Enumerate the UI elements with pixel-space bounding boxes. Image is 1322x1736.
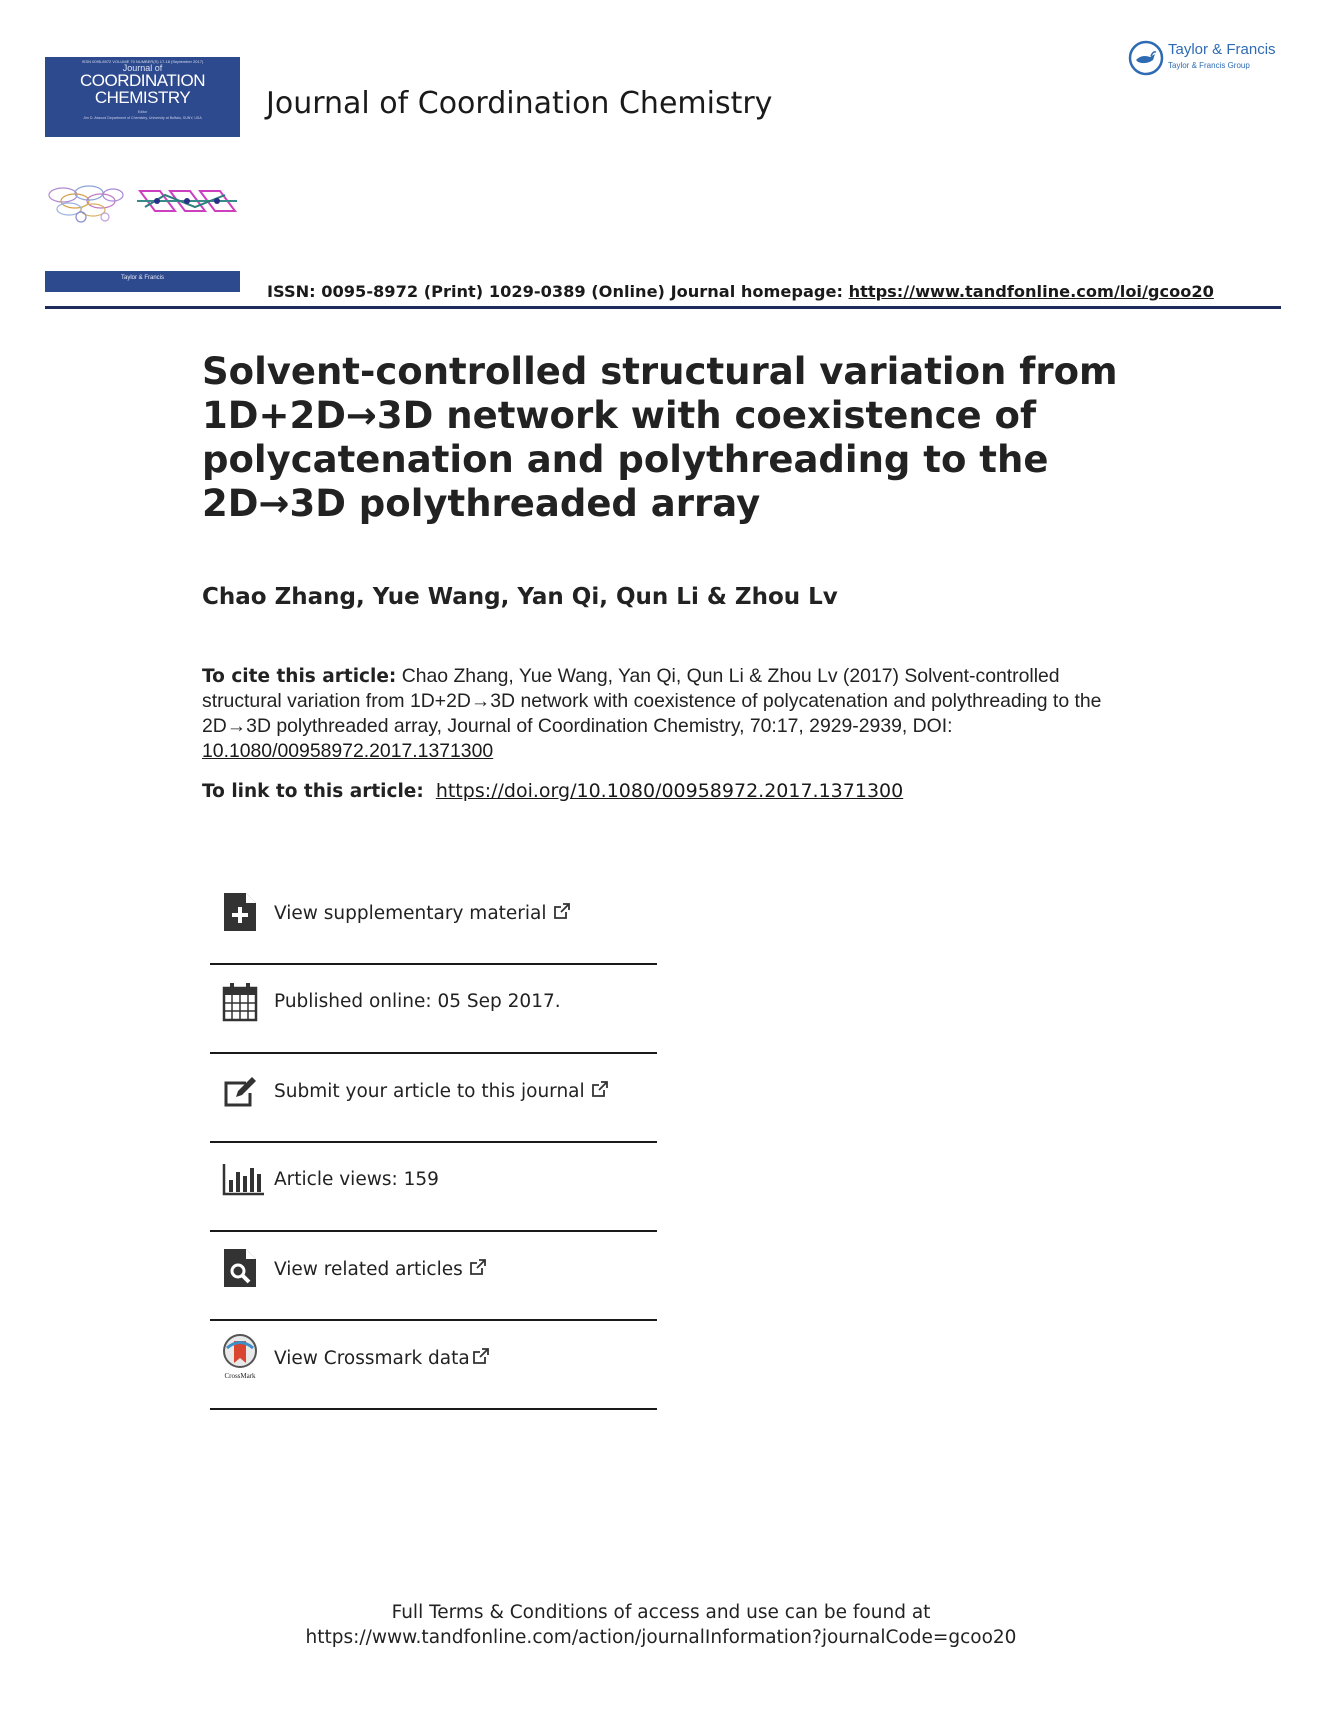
journal-homepage-link[interactable]: https://www.tandfonline.com/loi/gcoo20 [848,282,1214,301]
article-doi-link[interactable]: https://doi.org/10.1080/00958972.2017.1371300 [435,780,904,802]
crossmark-text: View Crossmark data [274,1348,470,1369]
footer-line1: Full Terms & Conditions of access and use can be found at [391,1602,931,1623]
article-views-label: Article views: 159 [274,1169,439,1190]
related-articles-label [274,1258,487,1280]
crossmark-label [274,1347,490,1369]
submit-label [274,1080,609,1102]
crossmark-row[interactable] [210,1321,657,1410]
cover-editor-line2: Jim D. Atwood Department of Chemistry, University at Buffalo, SUNY, USA [83,116,202,120]
journal-name: Journal of Coordination Chemistry [266,86,773,121]
cover-crystal-structure-image [45,177,240,227]
calendar-icon [222,980,258,1022]
cover-title-line2: CHEMISTRY [94,88,191,107]
cite-label: To cite this article: [202,666,397,687]
cover-title-band [45,57,240,137]
document-plus-icon [222,891,258,933]
document-search-icon [222,1247,258,1289]
supplementary-text: View supplementary material [274,903,547,924]
journal-cover-thumbnail [45,57,240,293]
cover-issue-line: ISSN 0095-8972 VOLUME 70 NUMBER(S) 17-18 (September 2017) [81,59,204,64]
cover-publisher: Taylor & Francis [120,275,164,281]
issn-text: ISSN: 0095-8972 (Print) 1029-0389 (Online) Journal homepage: [267,282,849,301]
publisher-name: Taylor & Francis [1168,41,1276,58]
cover-publisher-band [45,271,240,292]
cover-title [45,72,240,106]
external-link-icon [469,1258,487,1276]
citation-block [202,664,1122,764]
crossmark-icon [220,1333,260,1379]
cover-journal-of: Journal of [122,63,163,73]
article-link-line [202,780,903,802]
published-online-label: Published online: 05 Sep 2017. [274,991,561,1012]
edit-icon [222,1069,258,1111]
taylor-francis-lamp-icon [1128,40,1164,76]
supplementary-material-row[interactable] [210,876,657,965]
cover-editor-line1: Editor [137,110,148,114]
header-divider [45,306,1281,309]
crossmark-caption: CrossMark [224,1372,256,1379]
cover-title-line1: COORDINATION [80,71,205,90]
external-link-icon [472,1347,490,1365]
publisher-group: Taylor & Francis Group [1168,61,1250,70]
article-authors: Chao Zhang, Yue Wang, Yan Qi, Qun Li & Zhou Lv [202,584,838,610]
external-link-icon [553,902,571,920]
article-title: Solvent-controlled structural variation from 1D+2D→3D network with coexistence of polycatenation and polythreading to the 2D→3D polythreaded array [202,350,1118,525]
cover-editor [45,109,240,121]
link-label: To link to this article: [202,781,424,802]
footer-terms [0,1600,1322,1650]
issn-line [267,282,1214,301]
submit-text: Submit your article to this journal [274,1081,585,1102]
related-articles-text: View related articles [274,1259,463,1280]
submit-article-row[interactable] [210,1054,657,1143]
related-articles-row[interactable] [210,1232,657,1321]
footer-terms-link[interactable]: https://www.tandfonline.com/action/journalInformation?journalCode=gcoo20 [305,1627,1017,1648]
supplementary-label [274,902,571,924]
external-link-icon [591,1080,609,1098]
cite-text: Chao Zhang, Yue Wang, Yan Qi, Qun Li & Zhou Lv (2017) Solvent-controlled structural variation from 1D+2D→3D network with coexistence of polycatenation and polythreading to the 2D→3D polythreaded array, Journal of Coordination Chemistry, 70:17, 2929-2939, DOI: [202,665,1102,737]
row-divider [210,1408,657,1410]
published-online-row [210,965,657,1054]
cite-doi-link[interactable]: 10.1080/00958972.2017.1371300 [202,740,494,762]
bar-chart-icon [222,1158,264,1200]
article-views-row [210,1143,657,1232]
publisher-logo[interactable] [1128,40,1288,80]
